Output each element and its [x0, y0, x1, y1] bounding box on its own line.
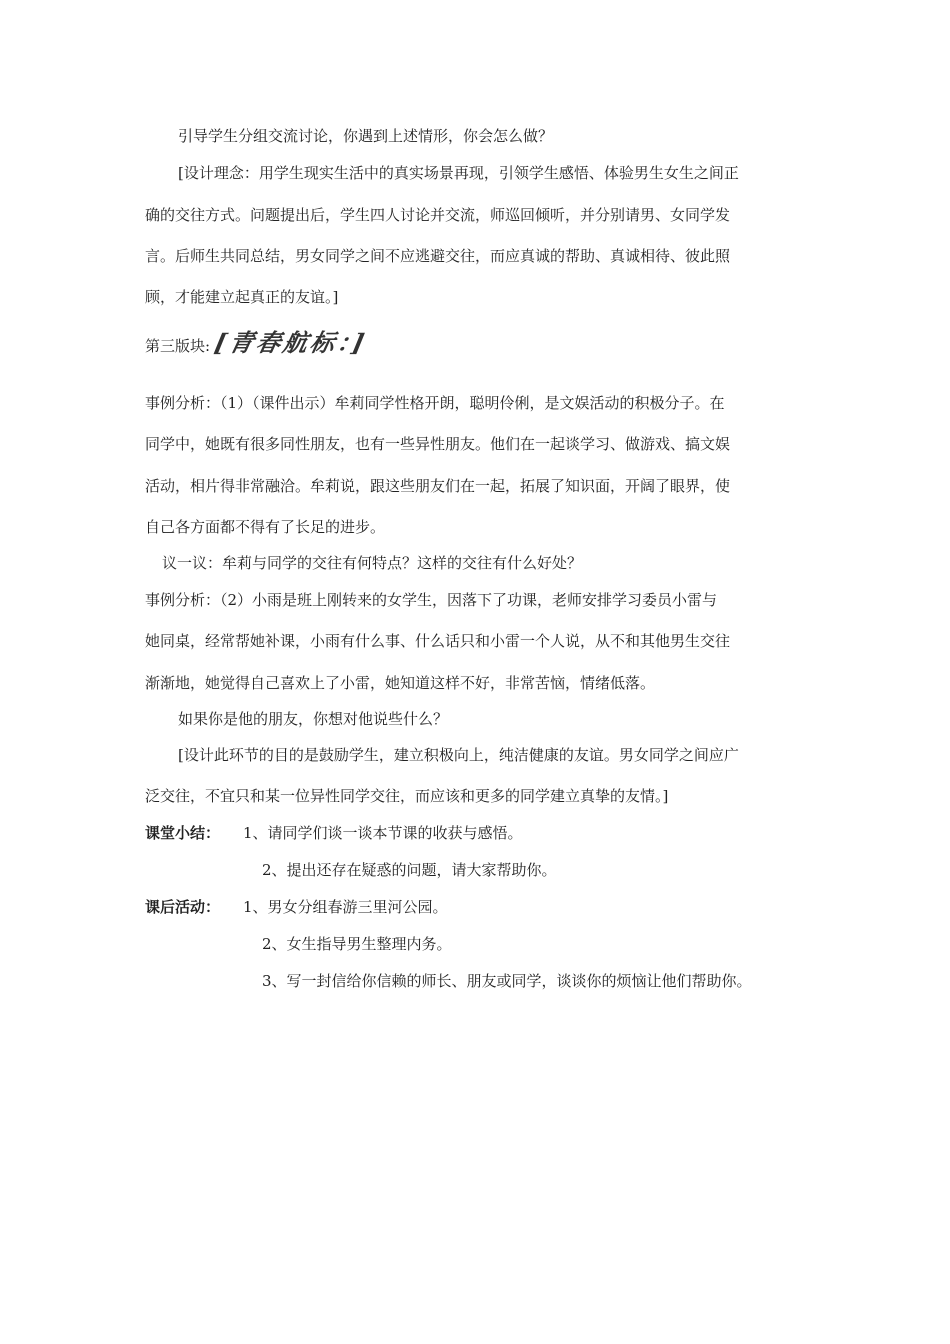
section-prefix: 第三版块:	[145, 337, 211, 355]
paragraph-question: 如果你是他的朋友，你想对他说些什么？	[178, 710, 449, 728]
discussion-question: 议一议：牟莉与同学的交往有何特点？这样的交往有什么好处？	[162, 554, 583, 572]
case-line: 事例分析：（1）（课件出示）牟莉同学性格开朗，聪明伶俐，是文娱活动的积极分子。在	[145, 394, 725, 412]
case-line: 自己各方面都不得有了长足的进步。	[145, 518, 386, 536]
case-line: 她同桌，经常帮她补课，小雨有什么事、什么话只和小雷一个人说，从不和其他男生交往	[145, 632, 731, 650]
design-note-line: 确的交往方式。问题提出后，学生四人讨论并交流，师巡回倾听，并分别请男、女同学发	[145, 206, 731, 224]
after-class-label: 课后活动：	[145, 898, 221, 916]
summary-item: 1、请同学们谈一谈本节课的收获与感悟。	[243, 824, 523, 842]
design-note-line: 顾，才能建立起真正的友谊。]	[145, 288, 339, 306]
section-heading	[145, 328, 370, 357]
paragraph-discussion: 引导学生分组交流讨论，你遇到上述情形，你会怎么做？	[178, 127, 554, 145]
case-line: 渐渐地，她觉得自己喜欢上了小雷，她知道这样不好，非常苦恼，情绪低落。	[145, 674, 656, 692]
design-note-line: 言。后师生共同总结，男女同学之间不应逃避交往，而应真诚的帮助、真诚相待、彼此照	[145, 247, 731, 265]
case-line: 活动，相片得非常融洽。牟莉说，跟这些朋友们在一起，拓展了知识面，开阔了眼界，使	[145, 477, 731, 495]
case-line: 事例分析：（2）小雨是班上刚转来的女学生，因落下了功课，老师安排学习委员小雷与	[145, 591, 718, 609]
design-note-line: [设计此环节的目的是鼓励学生，建立积极向上，纯洁健康的友谊。男女同学之间应广	[178, 746, 739, 764]
case-line: 同学中，她既有很多同性朋友，也有一些异性朋友。他们在一起谈学习、做游戏、搞文娱	[145, 435, 731, 453]
summary-label: 课堂小结：	[145, 824, 221, 842]
after-class-item: 2、女生指导男生整理内务。	[262, 935, 452, 953]
design-note-line: [设计理念：用学生现实生活中的真实场景再现，引领学生感悟、体验男生女生之间正	[178, 164, 739, 182]
after-class-item: 1、男女分组春游三里河公园。	[243, 898, 448, 916]
design-note-line: 泛交往，不宜只和某一位异性同学交往，而应该和更多的同学建立真挚的友情。]	[145, 787, 669, 805]
summary-item: 2、提出还存在疑惑的问题，请大家帮助你。	[262, 861, 557, 879]
after-class-item: 3、写一封信给你信赖的师长、朋友或同学，谈谈你的烦恼让他们帮助你。	[262, 972, 752, 990]
section-title: [青春航标：]	[211, 328, 370, 357]
